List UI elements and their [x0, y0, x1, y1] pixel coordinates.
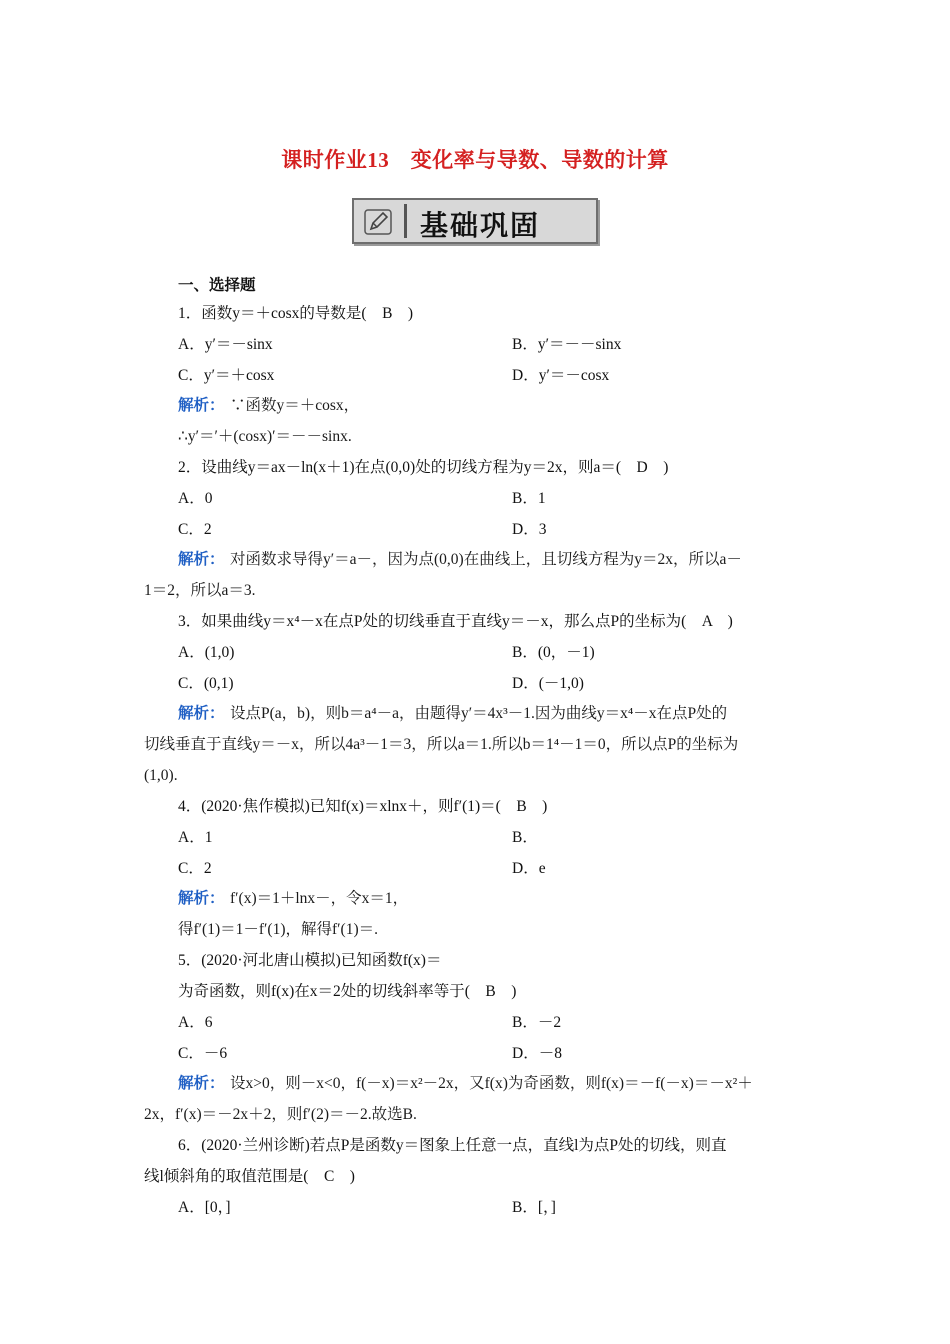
question-line: B．1	[512, 490, 546, 507]
analysis-text: ∴y′＝′＋(cosx)′＝－－sinx.	[178, 428, 352, 445]
question-line: A．[0，]	[178, 1199, 231, 1216]
question-line: 线l倾斜角的取值范围是( C )	[144, 1168, 355, 1185]
analysis-text: 2x，f′(x)＝－2x＋2，则f′(2)＝－2.故选B.	[144, 1106, 417, 1123]
question-line: D．(－1,0)	[512, 675, 584, 692]
question-line: D．3	[512, 521, 547, 538]
question-line: 5．(2020·河北唐山模拟)已知函数f(x)＝	[178, 952, 442, 969]
question-line: 4．(2020·焦作模拟)已知f(x)＝xlnx＋，则f′(1)＝( B )	[178, 798, 548, 815]
question-line: A．(1,0)	[178, 644, 235, 661]
banner-divider	[404, 204, 407, 238]
banner-label: 基础巩固	[420, 209, 541, 242]
question-line: D．y′＝－cosx	[512, 367, 610, 384]
analysis-text: 1＝2，所以a＝3.	[144, 582, 256, 599]
analysis-label: 解析：	[178, 705, 225, 722]
question-line: 2．设曲线y＝ax－ln(x＋1)在点(0,0)处的切线方程为y＝2x，则a＝( D )	[178, 459, 669, 476]
analysis-text: 切线垂直于直线y＝－x，所以4a³－1＝3，所以a＝1.所以b＝1⁴－1＝0，所以点P的坐标为	[144, 736, 739, 753]
analysis-label: 解析：	[178, 551, 225, 568]
analysis-label: 解析：	[178, 1075, 225, 1092]
section-banner	[352, 198, 598, 244]
pencil-icon	[364, 209, 392, 235]
question-line: 6．(2020·兰州诊断)若点P是函数y＝图象上任意一点，直线l为点P处的切线，则直	[178, 1137, 727, 1154]
question-line: B．－2	[512, 1014, 562, 1031]
question-line: A．6	[178, 1014, 213, 1031]
analysis-label: 解析：	[178, 397, 225, 414]
analysis-text: 设点P(a，b)，则b＝a⁴－a，由题得y′＝4x³－1.因为曲线y＝x⁴－x在点P处的	[230, 705, 728, 722]
analysis-text: (1,0).	[144, 767, 178, 784]
analysis-text: 得f′(1)＝1－f′(1)，解得f′(1)＝.	[178, 921, 379, 938]
page-title: 课时作业13 变化率与导数、导数的计算	[281, 148, 669, 172]
question-line: 1．函数y＝＋cosx的导数是( B )	[178, 305, 414, 322]
question-line: D．－8	[512, 1045, 562, 1062]
question-line: A．1	[178, 829, 213, 846]
analysis-label: 解析：	[178, 890, 225, 907]
question-line: B．	[512, 829, 538, 846]
question-line: C．2	[178, 521, 212, 538]
analysis-text: ∵函数y＝＋cosx，	[230, 397, 360, 414]
question-line: B．(0，－1)	[512, 644, 595, 661]
section-heading: 一、选择题	[178, 277, 256, 294]
question-line: C．2	[178, 860, 212, 877]
question-line: A．0	[178, 490, 213, 507]
question-line: C．y′＝＋cosx	[178, 367, 275, 384]
analysis-text: 对函数求导得y′＝a－，因为点(0,0)在曲线上，且切线方程为y＝2x，所以a－	[230, 551, 742, 568]
question-line: A．y′＝－sinx	[178, 336, 273, 353]
analysis-text: 设x>0，则－x<0，f(－x)＝x²－2x，又f(x)为奇函数，则f(x)＝－f(－x)＝－x²＋	[230, 1075, 753, 1092]
analysis-text: f′(x)＝1＋lnx－，令x＝1，	[230, 890, 409, 907]
question-line: D．e	[512, 860, 546, 877]
question-line: C．－6	[178, 1045, 228, 1062]
question-line: B．y′＝－－sinx	[512, 336, 622, 353]
question-line: C．(0,1)	[178, 675, 234, 692]
question-line: 3．如果曲线y＝x⁴－x在点P处的切线垂直于直线y＝－x，那么点P的坐标为( A )	[178, 613, 733, 630]
question-line: B．[，]	[512, 1199, 556, 1216]
question-line: 为奇函数，则f(x)在x＝2处的切线斜率等于( B )	[178, 983, 517, 1000]
